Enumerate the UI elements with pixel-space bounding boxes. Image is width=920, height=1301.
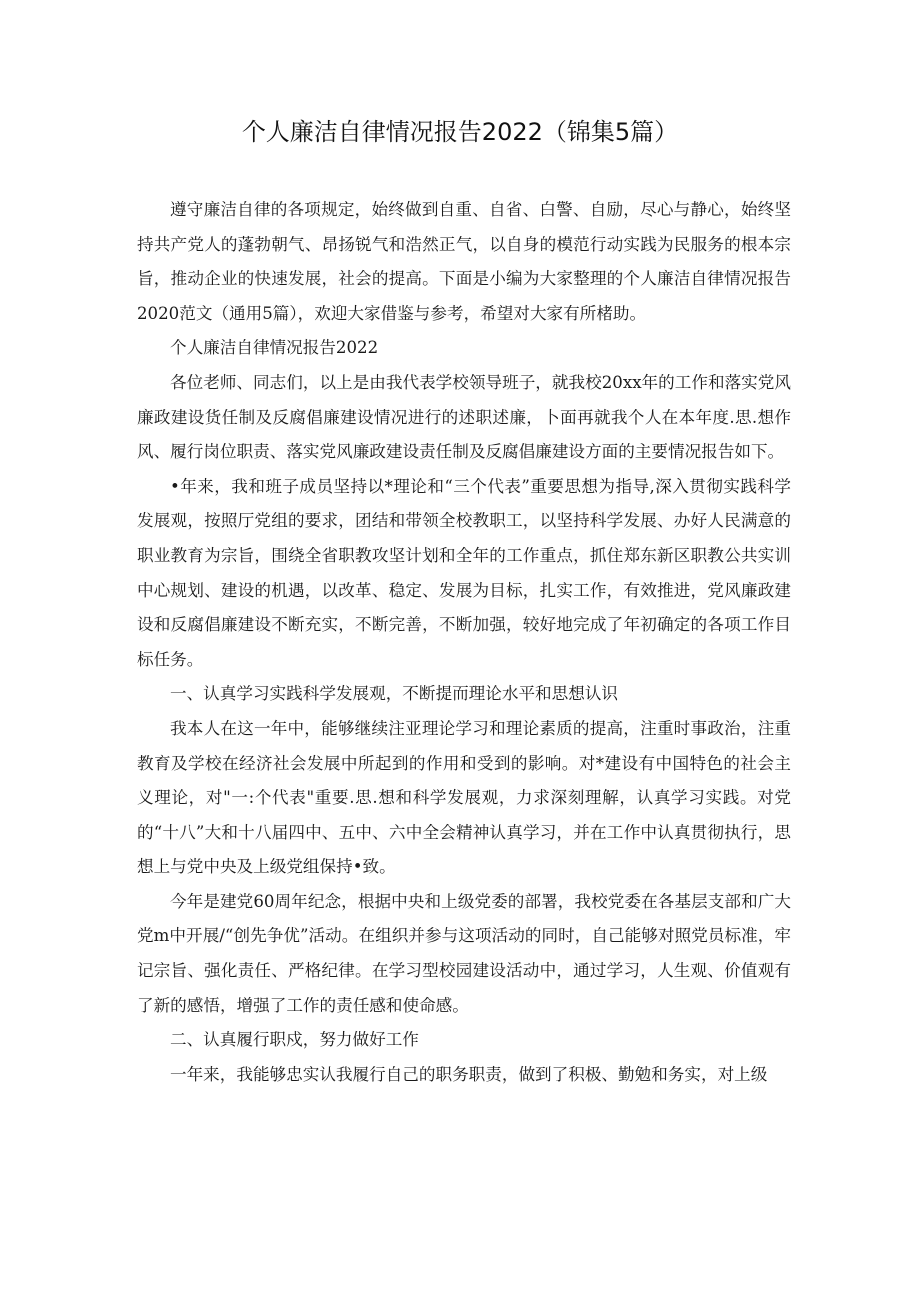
- document-title: 个人廉洁自律情况报告2022（锦集5篇）: [241, 118, 679, 146]
- year-summary-paragraph: •年来，我和班子成员坚持以*理论和“三个代表”重要思想为指导,深入贯彻实践科学发展观，按照厅党组的要求，团结和带领全校教职工，以坚持科学发展、办好人民满意的职业教育为宗旨，围绕全省职教攻坚计划和全年的工作重点，抓住郑东新区职教公共实训中心规划、建设的机遇，以改革、稳定、发展为目标，扎实工作，有效推进，党风廉政建设和反腐倡廉建设不断充实，不断完善，不断加强，较好地完成了年初确定的各项工作目标任务。: [137, 476, 791, 669]
- section-heading-two: 二、认真履行职戍，努力做好工作: [170, 1030, 419, 1050]
- opening-paragraph: 各位老师、同志们，以上是由我代表学校领导班子，就我校20xx年的工作和落实党风廉政建设货任制及反腐倡廉建设情况进行的述职述廉，卜面再就我个人在本年度.思.想作风、履行岗位职责、落实党风廉政建设责任制及反腐倡廉建设方面的主要情况报告如下。: [137, 372, 791, 462]
- duties-paragraph: 一年来，我能够忠实认我履行自己的职务职责，做到了积极、勤勉和务实，对上级: [170, 1064, 768, 1084]
- intro-paragraph: 遵守廉洁自律的各项规定，始终做到自重、自省、白警、自励，尽心与静心，始终坚持共产党人的蓬勃朝气、昂扬锐气和浩然正气，以自身的模范行动实践为民服务的根本宗旨，推动企业的快速发展，社会的提高。下面是小编为大家整理的个人廉洁自律情况报告2020范文（通用5篇），欢迎大家借鉴与参考，希望对大家有所楮助。: [137, 200, 791, 323]
- party-anniversary-paragraph: 今年是建党60周年纪念，根据中央和上级党委的部署，我校党委在各基层支部和广大党m中开展/“创先争优”活动。在组织并参与这项活动的同时，自己能够对照党员标准，牢记宗旨、强化责任、严格纪律。在学习型校园建设活动中，通过学习，人生观、价值观有了新的感悟，增强了工作的责任感和使命感。: [137, 891, 791, 1015]
- report-subtitle: 个人廉洁自律情况报告2022: [170, 338, 379, 358]
- document-body: [137, 193, 791, 1092]
- study-paragraph: 我本人在这一年中，能够继续注亚理论学习和理论素质的提高，注重时事政治，注重教育及学校在经济社会发展中所起到的作用和受到的影响。对*建设有中国特色的社会主义理论，对"一:个代表"重要.思.想和科学发展观，力求深刻理解，认真学习实践。对党的“十八”大和十八届四中、五中、六中全会精神认真学习，并在工作中认真贯彻执行，思想上与党中央及上级党组保持•致。: [137, 718, 791, 877]
- section-heading-one: 一、认真学习实践科学发展观，不断提而理论水平和思想认识: [170, 684, 619, 704]
